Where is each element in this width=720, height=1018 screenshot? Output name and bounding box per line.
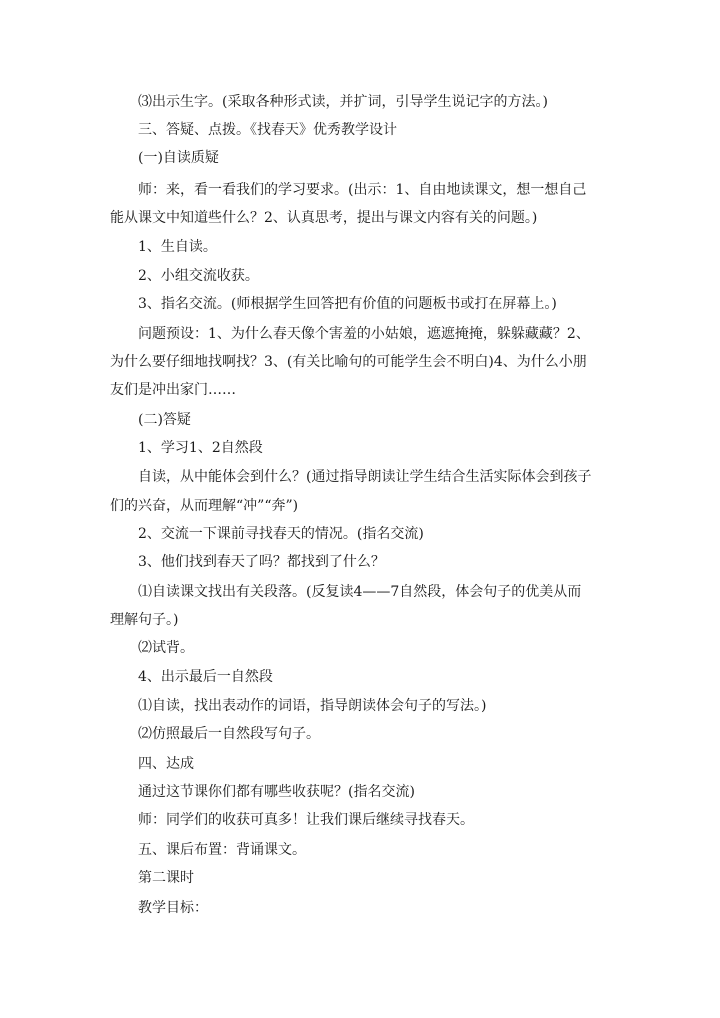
text-line: 通过这节课你们都有哪些收获呢？(指名交流) [138,784,415,800]
text-line: 能从课文中知道些什么？2、认真思考，提出与课文内容有关的问题。) [110,210,538,226]
text-line: ⑶出示生字。(采取各种形式读，并扩词，引导学生说记字的方法。) [138,94,548,110]
text-line: 3、指名交流。(师根据学生回答把有价值的问题板书或打在屏幕上。) [138,296,557,312]
text-line: 四、达成 [138,756,194,772]
text-line: 问题预设：1、为什么春天像个害羞的小姑娘，遮遮掩掩，躲躲藏藏？2、 [138,326,590,342]
text-line: (一)自读质疑 [138,150,219,166]
text-line: ⑵试背。 [138,640,194,656]
text-line: ⑴自读，找出表动作的词语，指导朗读体会句子的写法。) [138,698,487,714]
text-line: ⑴自读课文找出有关段落。(反复读4——7自然段，体会句子的优美从而 [138,584,582,600]
text-line: 教学目标： [138,900,208,916]
text-line: 自读，从中能体会到什么？(通过指导朗读让学生结合生活实际体会到孩子 [138,469,592,485]
text-line: 五、课后布置：背诵课文。 [138,842,306,858]
text-line: 们的兴奋，从而理解“冲”“奔”) [110,498,299,514]
text-line: 师：同学们的收获可真多！让我们课后继续寻找春天。 [138,812,474,828]
text-line: 三、答疑、点拨。《找春天》优秀教学设计 [138,122,397,138]
text-line: 2、小组交流收获。 [138,268,259,284]
text-line: 2、交流一下课前寻找春天的情况。(指名交流) [138,526,424,542]
text-line: 第二课时 [138,870,194,886]
text-line: 师：来，看一看我们的学习要求。(出示：1、自由地读课文，想一想自己 [138,182,587,198]
text-line: 4、出示最后一自然段 [138,669,273,685]
text-line: (二)答疑 [138,412,191,428]
text-line: 为什么要仔细地找啊找？3、(有关比喻句的可能学生会不明白)4、为什么小朋 [110,354,587,370]
text-line: 1、学习1、2自然段 [138,440,263,456]
text-line: ⑵仿照最后一自然段写句子。 [138,726,320,742]
text-line: 3、他们找到春天了吗？都找到了什么？ [138,554,385,570]
text-line: 友们是冲出家门…… [110,382,236,398]
text-line: 理解句子。) [110,612,179,628]
text-line: 1、生自读。 [138,239,217,255]
